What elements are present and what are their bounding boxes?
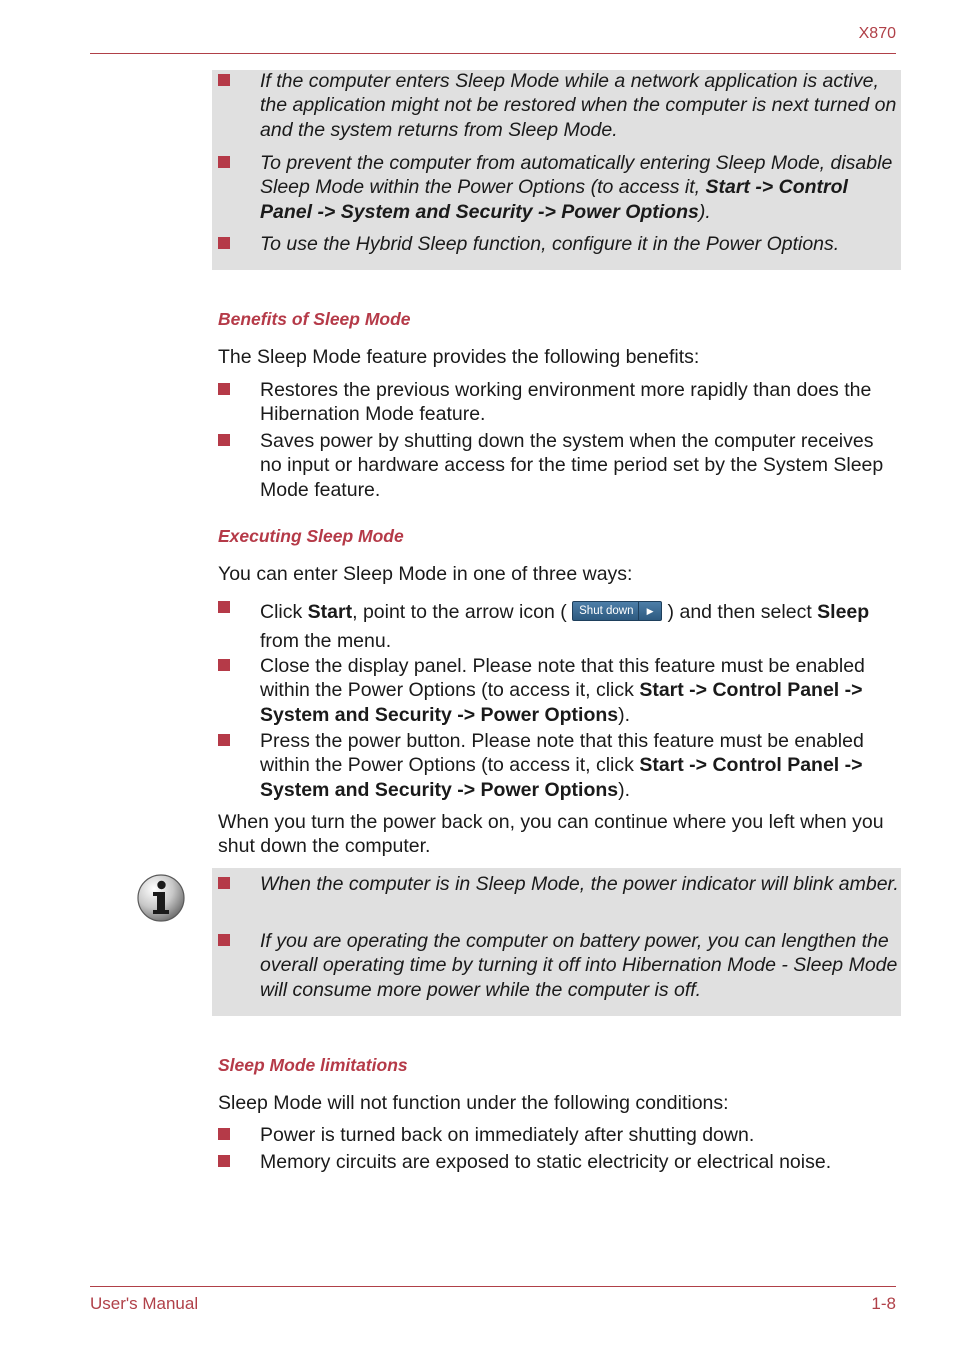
- bullet-square-icon: [218, 934, 230, 946]
- limitations-item-2: Memory circuits are exposed to static electricity or electrical noise.: [260, 1150, 900, 1174]
- footer-rule: [90, 1286, 896, 1287]
- note2-item-1: When the computer is in Sleep Mode, the power indicator will blink amber.: [260, 872, 900, 896]
- limitations-item-1: Power is turned back on immediately after shutting down.: [260, 1123, 900, 1147]
- arrow-right-icon: ▶: [638, 602, 661, 620]
- info-icon: [136, 873, 186, 923]
- benefits-item-1: Restores the previous working environment more rapidly than does the Hibernation Mode feature.: [260, 378, 900, 427]
- shut-down-button-image: Shut down ▶: [572, 601, 662, 621]
- executing-intro: You can enter Sleep Mode in one of three ways:: [218, 563, 633, 585]
- benefits-heading: Benefits of Sleep Mode: [218, 309, 411, 329]
- limitations-heading: Sleep Mode limitations: [218, 1055, 408, 1075]
- bullet-square-icon: [218, 74, 230, 86]
- bullet-square-icon: [218, 734, 230, 746]
- bullet-square-icon: [218, 877, 230, 889]
- bullet-square-icon: [218, 156, 230, 168]
- bullet-square-icon: [218, 659, 230, 671]
- bullet-square-icon: [218, 1155, 230, 1167]
- executing-outro: When you turn the power back on, you can continue where you left when you shut down the computer.: [218, 811, 884, 858]
- bullet-square-icon: [218, 383, 230, 395]
- bullet-square-icon: [218, 237, 230, 249]
- bullet-square-icon: [218, 601, 230, 613]
- footer-manual-title: User's Manual: [90, 1294, 199, 1313]
- note2-item-2: If you are operating the computer on battery power, you can lengthen the overall operating time by turning it off into Hibernation Mode - Sleep Mode will consume more power while the computer is off.: [260, 929, 900, 1002]
- footer-page-number: 1-8: [871, 1294, 896, 1313]
- benefits-intro: The Sleep Mode feature provides the following benefits:: [218, 346, 700, 368]
- bullet-square-icon: [218, 434, 230, 446]
- note1-item-3: To use the Hybrid Sleep function, configure it in the Power Options.: [260, 232, 900, 256]
- note1-item-1: If the computer enters Sleep Mode while a network application is active, the application might not be restored when the computer is next turned on and the system returns from Sleep Mode.: [260, 69, 900, 142]
- executing-heading: Executing Sleep Mode: [218, 526, 404, 546]
- bullet-square-icon: [218, 1128, 230, 1140]
- header-model: X870: [858, 25, 896, 42]
- note1-item-2: To prevent the computer from automatically entering Sleep Mode, disable Sleep Mode within the Power Options (to access it, Start -> Control Panel -> System and Security -> Power Options).: [260, 151, 900, 224]
- benefits-item-2: Saves power by shutting down the system when the computer receives no input or hardware access for the time period set by the System Sleep Mode feature.: [260, 429, 900, 502]
- executing-item-1: Click Start, point to the arrow icon ( Shut down ▶ ) and then select Sleep from the menu.: [260, 598, 900, 656]
- executing-item-3: Press the power button. Please note that this feature must be enabled within the Power Options (to access it, click Start -> Control Panel -> System and Security -> Power Options).: [260, 729, 900, 802]
- executing-item-2: Close the display panel. Please note that this feature must be enabled within the Power Options (to access it, click Start -> Control Panel -> System and Security -> Power Options).: [260, 654, 900, 727]
- limitations-intro: Sleep Mode will not function under the following conditions:: [218, 1092, 729, 1114]
- header-rule: [90, 53, 896, 54]
